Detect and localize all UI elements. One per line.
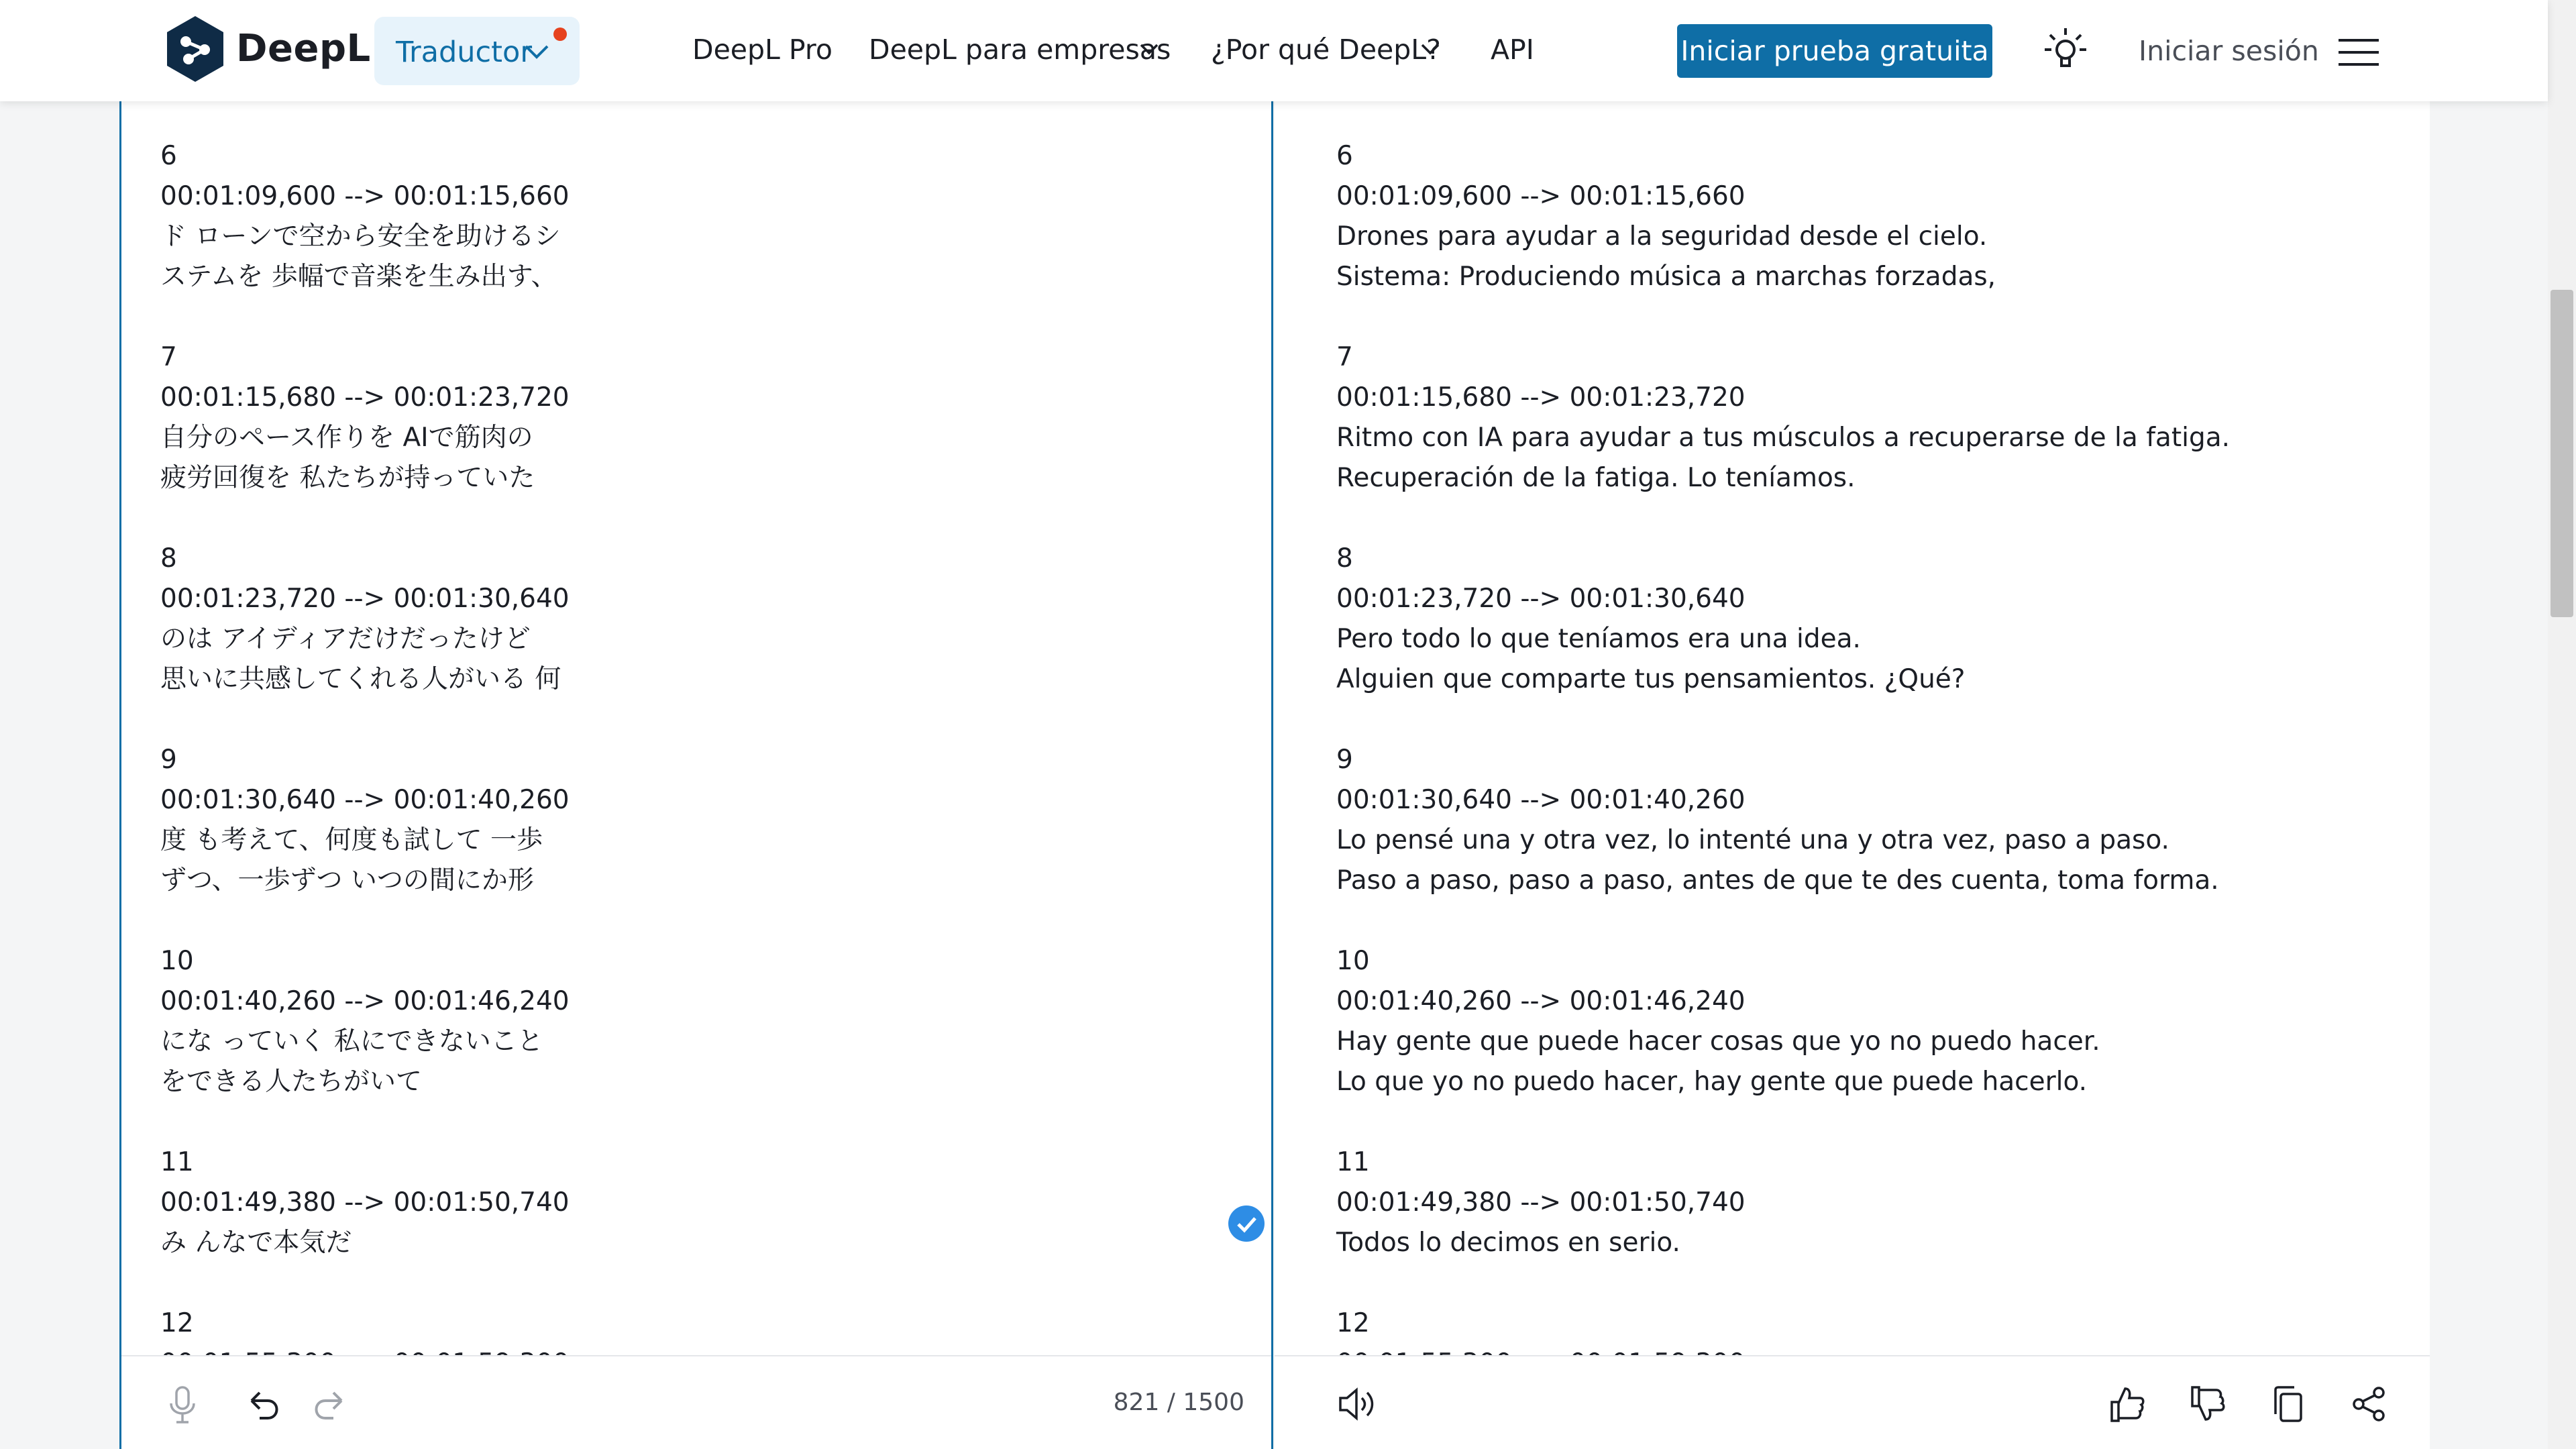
subtitle-entry (160, 539, 1244, 700)
share-icon[interactable] (2348, 1383, 2390, 1425)
subtitle-timecode: 00:01:09,600 --> 00:01:15,660 (1336, 181, 1746, 211)
subtitle-index: 11 (160, 1147, 194, 1177)
subtitle-line: Sistema: Produciendo música a marchas forzadas, (1336, 262, 1996, 292)
deepl-logo-icon[interactable] (164, 15, 226, 85)
subtitle-index: 7 (160, 342, 177, 372)
character-counter: 821 / 1500 (1113, 1389, 1244, 1416)
subtitle-line: 自分のペース作りを AIで筋肉の (160, 423, 533, 453)
subtitle-entry (1336, 740, 2403, 901)
subtitle-timecode: 00:01:23,720 --> 00:01:30,640 (1336, 584, 1746, 614)
subtitle-index: 9 (1336, 745, 1353, 775)
subtitle-timecode: 00:01:23,720 --> 00:01:30,640 (160, 584, 570, 614)
top-navigation-bar (0, 0, 2548, 101)
undo-icon[interactable] (242, 1383, 284, 1425)
subtitle-entry (160, 136, 1244, 297)
microphone-icon[interactable] (162, 1383, 203, 1425)
nav-deepl-business[interactable]: DeepL para empresas (869, 34, 1171, 66)
lightbulb-icon[interactable] (2043, 25, 2088, 75)
copy-icon[interactable] (2267, 1383, 2309, 1425)
subtitle-entry (160, 941, 1244, 1102)
nav-why-deepl[interactable]: ¿Por qué DeepL? (1211, 34, 1441, 66)
check-badge-icon (1228, 1205, 1265, 1242)
subtitle-line: Todos lo decimos en serio. (1336, 1228, 1680, 1258)
login-link[interactable]: Iniciar sesión (2139, 35, 2319, 67)
subtitle-timecode: 00:01:49,380 --> 00:01:50,740 (160, 1187, 570, 1218)
translator-label: Traductor (396, 36, 533, 69)
subtitle-timecode: 00:01:30,640 --> 00:01:40,260 (160, 785, 570, 815)
chevron-down-icon (523, 44, 550, 61)
subtitle-index: 8 (160, 543, 177, 574)
subtitle-line: 思いに共感してくれる人がいる 何 (160, 664, 561, 694)
target-text-area[interactable] (1336, 136, 2403, 1355)
subtitle-timecode: 00:01:15,680 --> 00:01:23,720 (160, 382, 570, 413)
subtitle-timecode: 00:01:49,380 --> 00:01:50,740 (1336, 1187, 1746, 1218)
thumbs-down-icon[interactable] (2187, 1383, 2229, 1425)
subtitle-line: をできる人たちがいて (160, 1067, 423, 1097)
subtitle-index: 6 (160, 141, 177, 171)
subtitle-timecode: 00:01:30,640 --> 00:01:40,260 (1336, 785, 1746, 815)
subtitle-entry (1336, 539, 2403, 700)
subtitle-line: ステムを 歩幅で音楽を生み出す、 (160, 262, 557, 292)
source-text-area[interactable] (160, 136, 1244, 1355)
start-free-trial-button[interactable]: Iniciar prueba gratuita (1677, 24, 1992, 78)
subtitle-entry (1336, 1142, 2403, 1263)
chevron-down-icon (1420, 43, 1440, 56)
subtitle-index: 12 (160, 1308, 194, 1338)
subtitle-line: Alguien que comparte tus pensamientos. ¿Qué? (1336, 664, 1966, 694)
speaker-icon[interactable] (1336, 1383, 1378, 1425)
subtitle-entry (1336, 941, 2403, 1102)
target-text-panel (1275, 101, 2430, 1449)
notification-dot (553, 28, 567, 41)
subtitle-timecode: 00:01:09,600 --> 00:01:15,660 (160, 181, 570, 211)
subtitle-line: Ritmo con IA para ayudar a tus músculos a recuperarse de la fatiga. (1336, 423, 2230, 453)
subtitle-line: み んなで本気だ (160, 1228, 352, 1258)
subtitle-line: のは アイディアだけだったけど (160, 624, 531, 654)
subtitle-line: Drones para ayudar a la seguridad desde el cielo. (1336, 221, 1988, 252)
subtitle-timecode: 00:01:15,680 --> 00:01:23,720 (1336, 382, 1746, 413)
subtitle-entry (1336, 136, 2403, 297)
subtitle-line: Paso a paso, paso a paso, antes de que te des cuenta, toma forma. (1336, 865, 2219, 896)
subtitle-index: 6 (1336, 141, 1353, 171)
subtitle-entry (1336, 337, 2403, 498)
subtitle-line: Hay gente que puede hacer cosas que yo no puedo hacer. (1336, 1026, 2100, 1057)
subtitle-index: 12 (1336, 1308, 1370, 1338)
hamburger-menu-icon[interactable] (2337, 38, 2380, 67)
subtitle-entry (160, 740, 1244, 901)
subtitle-timecode: 00:01:40,260 --> 00:01:46,240 (160, 986, 570, 1016)
subtitle-line: Recuperación de la fatiga. Lo teníamos. (1336, 463, 1856, 493)
subtitle-index: 9 (160, 745, 177, 775)
subtitle-entry (160, 1142, 1244, 1263)
subtitle-entry (160, 337, 1244, 498)
subtitle-line: Lo pensé una y otra vez, lo intenté una y otra vez, paso a paso. (1336, 825, 2169, 855)
page-scrollbar-track[interactable] (2548, 0, 2576, 1449)
brand-name[interactable]: DeepL (236, 27, 371, 70)
translator-dropdown[interactable] (374, 17, 580, 85)
nav-api[interactable]: API (1491, 34, 1534, 66)
chevron-down-icon (1139, 43, 1159, 56)
redo-icon[interactable] (309, 1383, 351, 1425)
subtitle-timecode: 00:01:40,260 --> 00:01:46,240 (1336, 986, 1746, 1016)
subtitle-line: Lo que yo no puedo hacer, hay gente que puede hacerlo. (1336, 1067, 2088, 1097)
page-scrollbar-thumb[interactable] (2551, 290, 2573, 617)
subtitle-line: ずつ、一歩ずつ いつの間にか形 (160, 865, 534, 896)
target-panel-footer (1275, 1355, 2430, 1449)
source-text-panel (119, 101, 1273, 1449)
subtitle-line: 疲労回復を 私たちが持っていた (160, 463, 535, 493)
subtitle-index: 7 (1336, 342, 1353, 372)
subtitle-index: 11 (1336, 1147, 1370, 1177)
thumbs-up-icon[interactable] (2106, 1383, 2148, 1425)
subtitle-line: ド ローンで空から安全を助けるシ (160, 221, 561, 252)
subtitle-index: 10 (160, 946, 194, 976)
subtitle-line: 度 も考えて、何度も試して 一歩 (160, 825, 543, 855)
nav-deepl-pro[interactable]: DeepL Pro (692, 34, 833, 66)
subtitle-index: 10 (1336, 946, 1370, 976)
subtitle-line: Pero todo lo que teníamos era una idea. (1336, 624, 1861, 654)
subtitle-index: 8 (1336, 543, 1353, 574)
subtitle-line: にな っていく 私にできないこと (160, 1026, 543, 1057)
source-panel-footer (121, 1355, 1271, 1449)
